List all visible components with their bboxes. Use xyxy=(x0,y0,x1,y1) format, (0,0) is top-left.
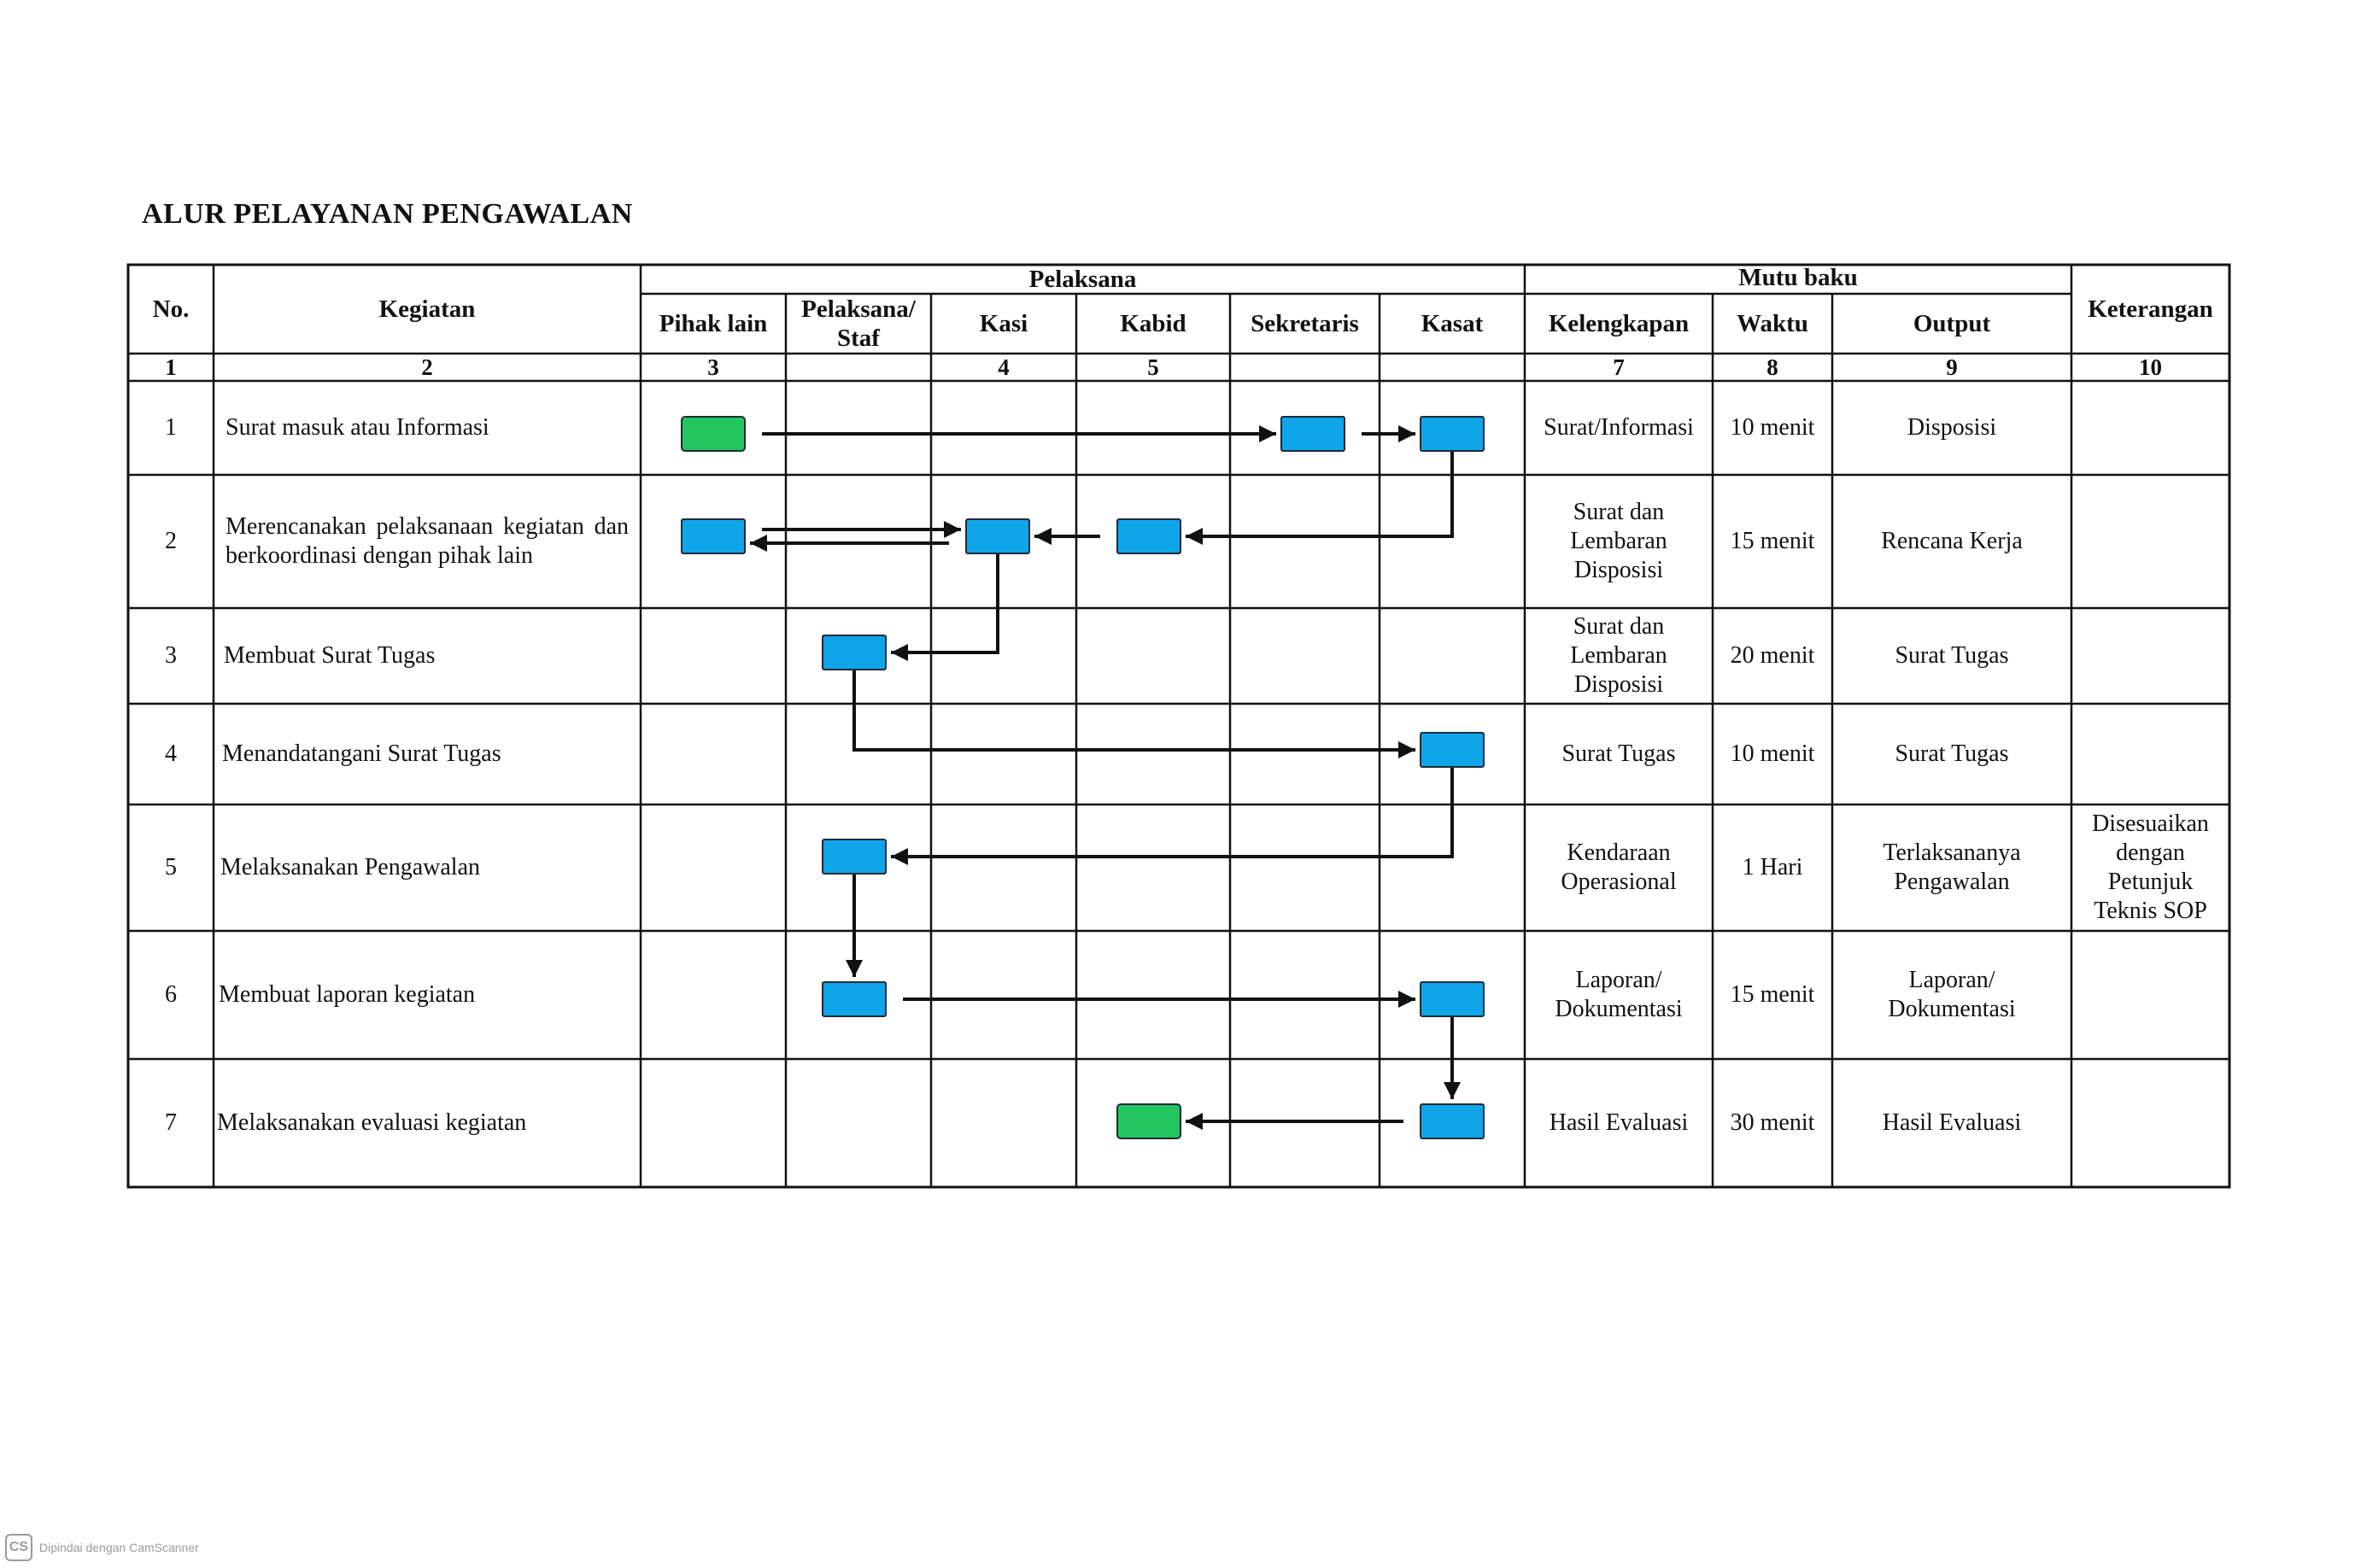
header-mutu-baku-group: Mutu baku xyxy=(1738,264,1858,291)
header-pelaksana-group: Pelaksana xyxy=(1028,266,1137,293)
row-kelengkapan: Surat dan Lembaran Disposisi xyxy=(1570,499,1667,583)
flowchart xyxy=(682,417,1484,1138)
flow-terminator xyxy=(682,417,745,451)
row-kelengkapan: Hasil Evaluasi xyxy=(1549,1109,1689,1136)
header-keterangan: Keterangan xyxy=(2088,295,2213,323)
row-keterangan xyxy=(2071,704,2229,804)
row-keterangan xyxy=(2071,475,2229,608)
row-kegiatan: Membuat laporan kegiatan xyxy=(219,981,476,1008)
col-number: 9 xyxy=(1946,354,1958,380)
row-keterangan xyxy=(2071,608,2229,704)
scanner-watermark xyxy=(5,1534,199,1561)
row-kelengkapan: Laporan/ Dokumentasi xyxy=(1555,967,1683,1022)
col-number: 4 xyxy=(998,354,1010,380)
row-kegiatan: Surat masuk atau Informasi xyxy=(226,414,489,441)
row-waktu: 15 menit xyxy=(1730,528,1815,554)
row-number: 1 xyxy=(165,414,177,441)
flow-process xyxy=(1421,417,1484,451)
flow-process xyxy=(1421,1104,1484,1138)
row-keterangan xyxy=(2071,381,2229,475)
row-number: 6 xyxy=(165,981,177,1008)
header-output: Output xyxy=(1913,310,1991,337)
row-keterangan xyxy=(2071,931,2229,1059)
flow-process xyxy=(823,982,886,1016)
header-kasi: Kasi xyxy=(979,310,1028,337)
row-kelengkapan: Surat dan Lembaran Disposisi xyxy=(1570,613,1667,698)
header-kegiatan: Kegiatan xyxy=(378,295,476,323)
flow-process xyxy=(1281,417,1345,451)
flow-terminator xyxy=(1117,1104,1180,1138)
flow-arrow xyxy=(854,670,1415,750)
row-waktu: 20 menit xyxy=(1730,642,1815,669)
row-waktu: 10 menit xyxy=(1730,414,1815,441)
flow-arrow xyxy=(1186,451,1452,536)
header-kelengkapan: Kelengkapan xyxy=(1548,310,1690,337)
col-number: 10 xyxy=(2139,354,2162,380)
header-kasat: Kasat xyxy=(1421,310,1484,337)
row-waktu: 10 menit xyxy=(1730,740,1815,767)
row-keterangan: Disesuaikan dengan Petunjuk Teknis SOP xyxy=(2092,810,2209,924)
row-number: 4 xyxy=(165,740,177,767)
col-number: 5 xyxy=(1147,354,1159,380)
flow-process xyxy=(966,519,1029,553)
row-number: 5 xyxy=(165,854,177,881)
document-title: ALUR PELAYANAN PENGAWALAN xyxy=(142,198,633,230)
flow-process xyxy=(1421,733,1484,767)
row-kegiatan: Membuat Surat Tugas xyxy=(224,642,436,669)
row-kelengkapan: Kendaraan Operasional xyxy=(1561,840,1677,895)
flow-process xyxy=(682,519,745,553)
row-output: Disposisi xyxy=(1907,414,1997,441)
row-kelengkapan: Surat/Informasi xyxy=(1544,414,1694,441)
row-output: Laporan/ Dokumentasi xyxy=(1888,967,2016,1022)
row-output: Surat Tugas xyxy=(1895,740,2009,767)
row-kelengkapan: Surat Tugas xyxy=(1561,740,1676,767)
row-output: Rencana Kerja xyxy=(1881,528,2023,554)
flow-arrow xyxy=(891,767,1452,857)
flow-process xyxy=(1421,982,1484,1016)
header-pihak-lain: Pihak lain xyxy=(659,310,768,337)
header-waktu: Waktu xyxy=(1737,310,1808,337)
col-number: 7 xyxy=(1613,354,1625,380)
row-number: 3 xyxy=(165,642,177,669)
row-output: Hasil Evaluasi xyxy=(1882,1109,2022,1136)
header-no: No. xyxy=(152,295,190,323)
row-kegiatan: Melaksanakan Pengawalan xyxy=(220,854,480,881)
row-keterangan xyxy=(2071,1059,2229,1187)
row-waktu: 1 Hari xyxy=(1742,854,1803,881)
col-number: 1 xyxy=(165,354,177,380)
row-kegiatan: Menandatangani Surat Tugas xyxy=(222,740,501,767)
scanner-text: Dipindai dengan CamScanner xyxy=(39,1541,199,1554)
header-sekretaris: Sekretaris xyxy=(1251,310,1359,337)
row-number: 7 xyxy=(165,1109,177,1136)
row-output: Surat Tugas xyxy=(1895,642,2009,669)
flow-process xyxy=(1117,519,1180,553)
flow-arrow xyxy=(891,553,998,652)
row-kegiatan: Melaksanakan evaluasi kegiatan xyxy=(217,1109,527,1136)
header-pelaksana-staf: Pelaksana/ Staf xyxy=(801,295,916,352)
row-waktu: 15 menit xyxy=(1730,981,1815,1008)
row-kegiatan: Merencanakan pelaksanaan kegiatan dan berkoordinasi dengan pihak lain xyxy=(226,513,629,569)
header-kabid: Kabid xyxy=(1120,310,1186,337)
row-waktu: 30 menit xyxy=(1730,1109,1815,1136)
col-number: 2 xyxy=(421,354,433,380)
flow-process xyxy=(823,635,886,670)
row-output: Terlaksananya Pengawalan xyxy=(1883,840,2021,895)
col-number: 3 xyxy=(707,354,719,380)
camscanner-logo-icon: CS xyxy=(5,1534,32,1561)
row-number: 2 xyxy=(165,528,177,554)
col-number: 8 xyxy=(1766,354,1778,380)
flow-process xyxy=(823,840,886,874)
